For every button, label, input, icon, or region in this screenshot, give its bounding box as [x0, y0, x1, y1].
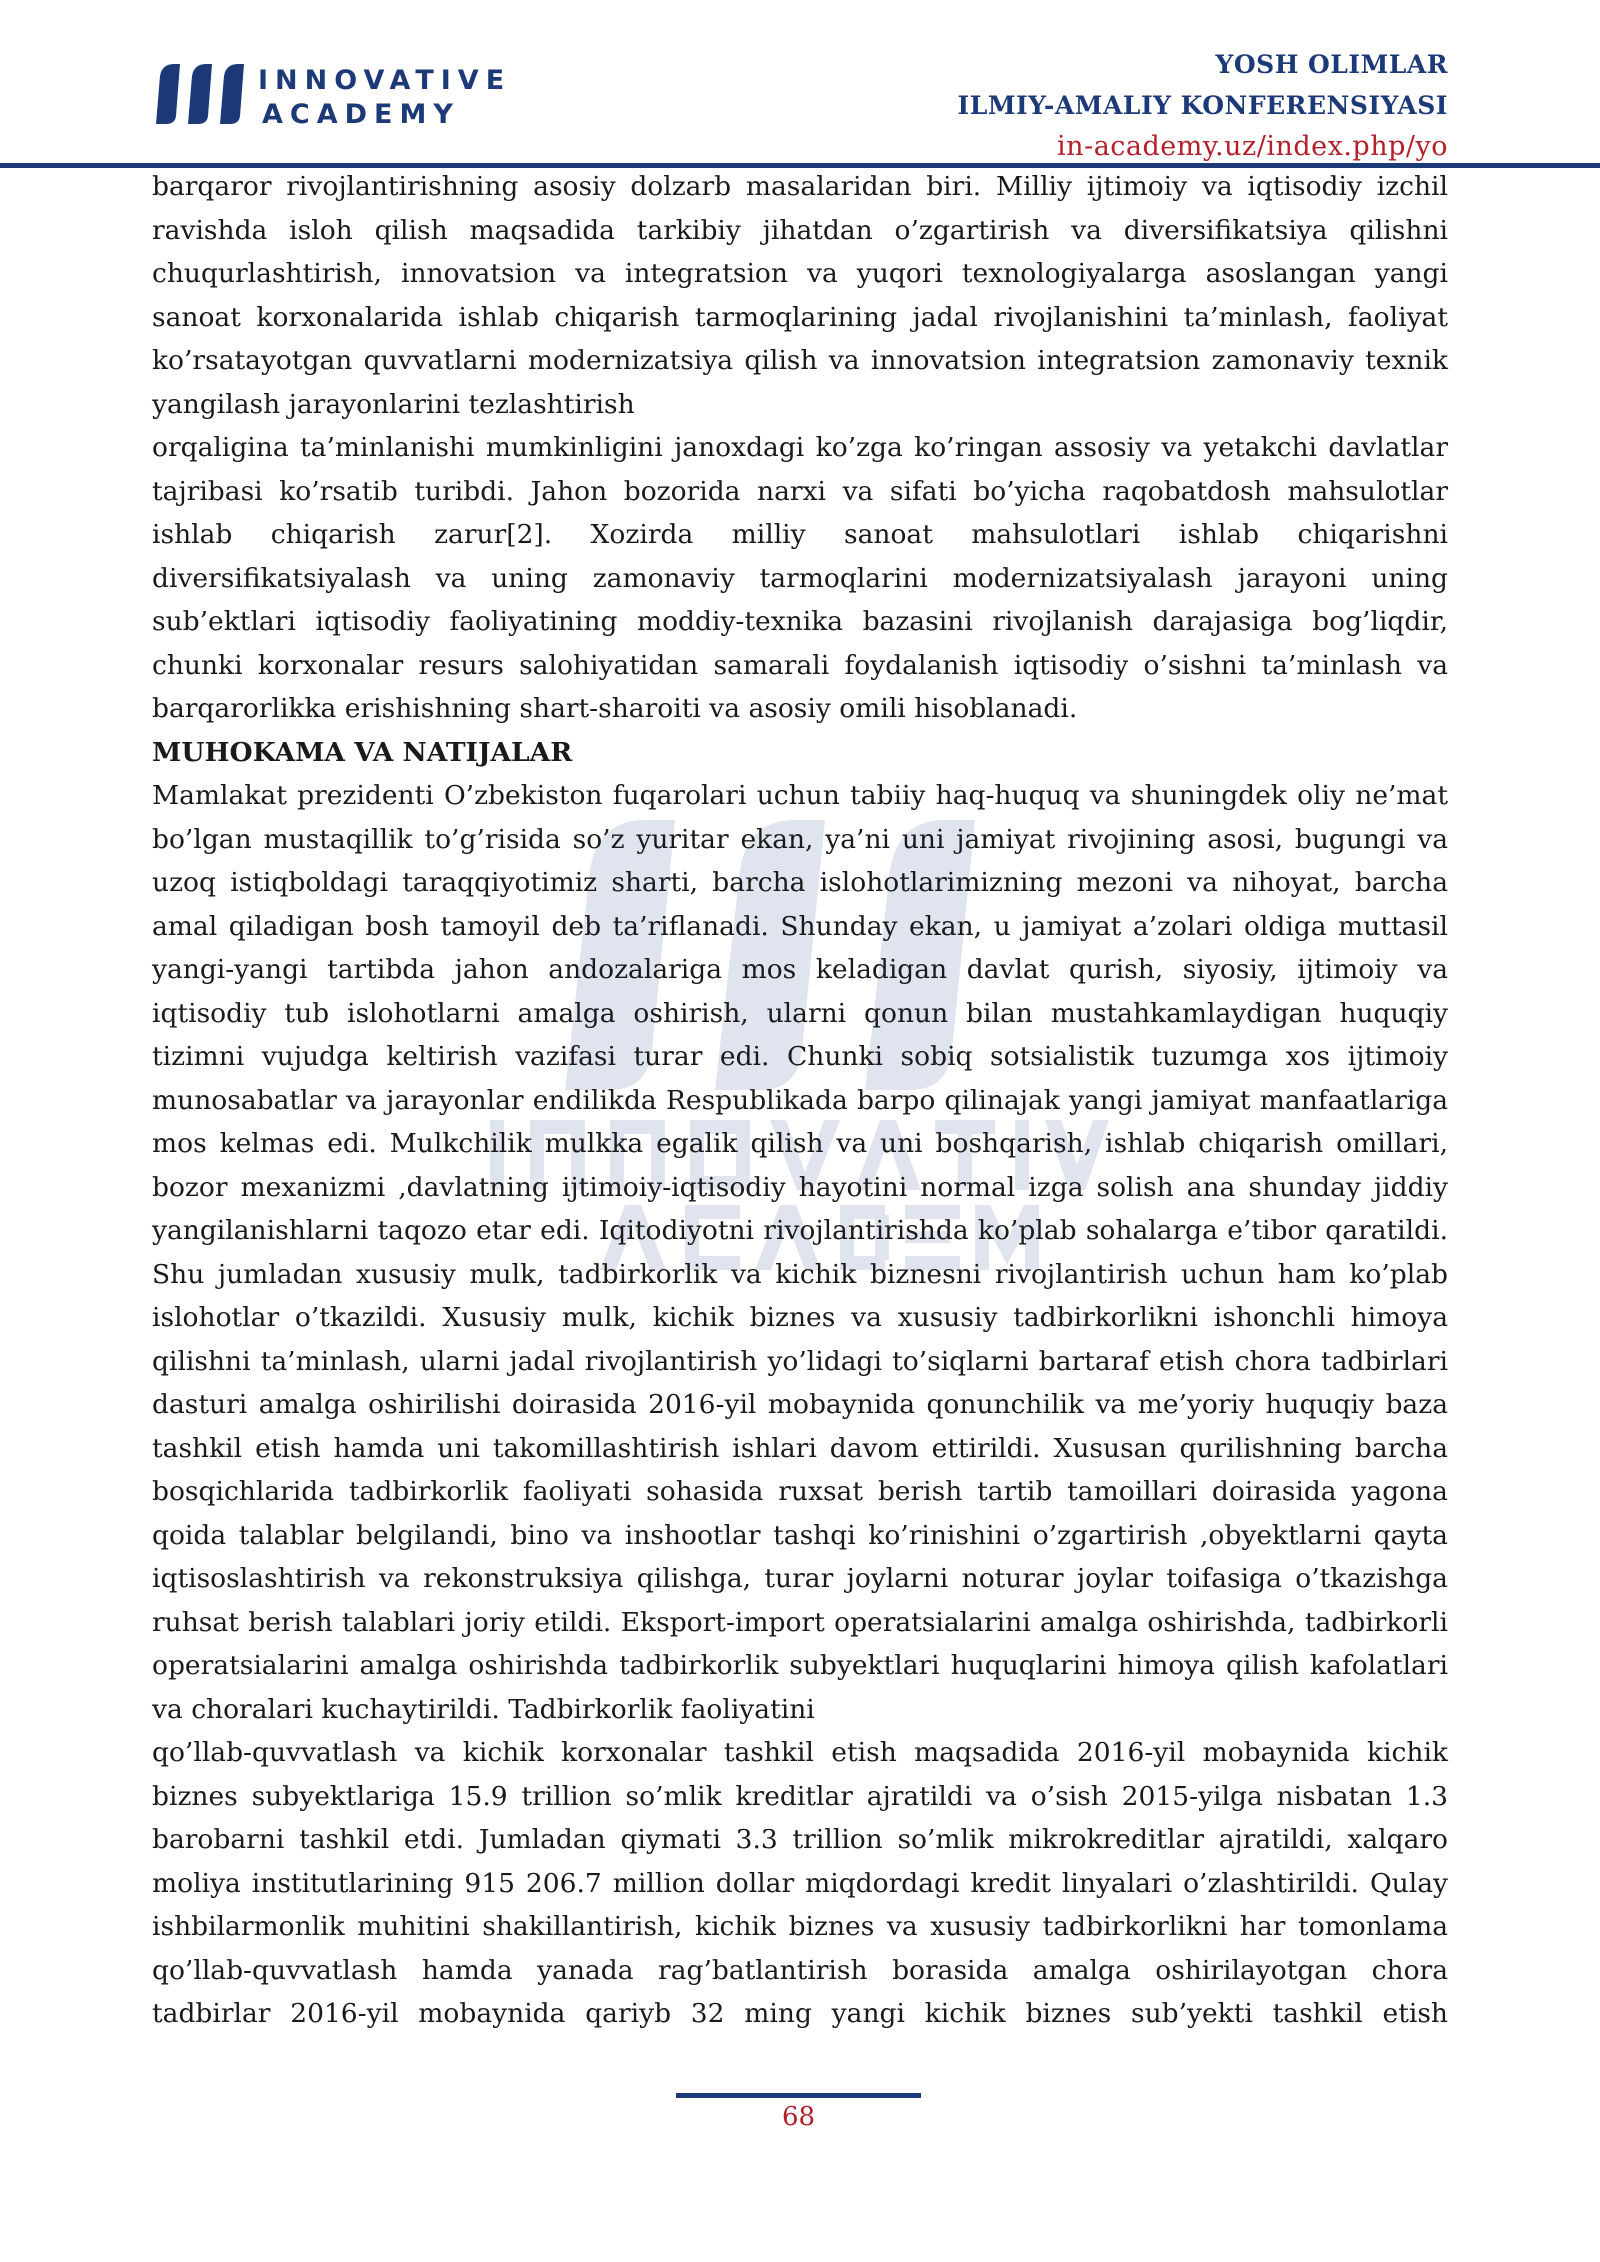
section-heading: MUHOKAMA VA NATIJALAR [152, 736, 573, 768]
conference-line-1: YOSH OLIMLAR [1215, 50, 1448, 79]
article-body [152, 165, 1448, 2036]
paragraph-2: orqaligina ta’minlanishi mumkinligini janoxdagi ko’zga ko’ringan assosiy va yetakchi davlatlar tajribasi ko’rsatib turibdi. Jahon bozorida narxi va sifati bo’yicha raqobatdosh mahsulotlar ishlab chiqarish zarur[2]. Xozirda milliy sanoat mahsulotlari ishlab chiqarishni diversifikatsiyalash va uning zamonaviy tarmoqlarini modernizatsiyalash jarayoni uning sub’ektlari iqtisodiy faoliyatining moddiy-texnika bazasini rivojlanish darajasiga bog’liqdir, chunki korxonalar resurs salohiyatidan samarali foydalanish iqtisodiy o’sishni ta’minlash va barqarorlikka erishishning shart-sharoiti va asosiy omili hisoblanadi. [152, 432, 1448, 724]
footer-divider [676, 2093, 921, 2098]
page-header [0, 0, 1600, 175]
paragraph-4: qo’llab-quvvatlash va kichik korxonalar tashkil etish maqsadida 2016-yil mobaynida kichik biznes subyektlariga 15.9 trillion so’mlik kreditlar ajratildi va o’sish 2015-yilga nisbatan 1.3 barobarni tashkil etdi. Jumladan qiymati 3.3 trillion so’mlik mikrokreditlar ajratildi, xalqaro moliya institutlarining 915 206.7 million dollar miqdordagi kredit linyalari o’zlashtirildi. Qulay ishbilarmonlik muhitini shakillantirish, kichik biznes va xususiy tadbirkorlikni har tomonlama qo’llab-quvvatlash hamda yanada rag’batlantirish borasida amalga oshirilayotgan chora tadbirlar 2016-yil mobaynida qariyb 32 ming yangi kichik biznes sub’yekti tashkil etish [152, 1737, 1448, 2029]
conference-line-2: ILMIY-AMALIY KONFERENSIYASI [957, 91, 1448, 120]
paragraph-3: Mamlakat prezidenti O’zbekiston fuqarolari uchun tabiiy haq-huquq va shuningdek oliy ne’mat bo’lgan mustaqillik to’g’risida so’z yuritar ekan, ya’ni uni jamiyat rivojining asosi, bugungi va uzoq istiqboldagi taraqqiyotimiz sharti, barcha islohotlarimizning mezoni va nihoyat, barcha amal qiladigan bosh tamoyil deb ta’riflanadi. Shunday ekan, u jamiyat a’zolari oldiga muttasil yangi-yangi tartibda jahon andozalariga mos keladigan davlat qurish, siyosiy, ijtimoiy va iqtisodiy tub islohotlarni amalga oshirish, ularni qonun bilan mustahkamlaydigan huquqiy tizimni vujudga keltirish vazifasi turar edi. Chunki sobiq sotsialistik tuzumga xos ijtimoiy munosabatlar va jarayonlar endilikda Respublikada barpo qilinajak yangi jamiyat manfaatlariga mos kelmas edi. Mulkchilik mulkka egalik qilish va uni boshqarish, ishlab chiqarish omillari, bozor mexanizmi ,davlatning ijtimoiy-iqtisodiy hayotini normal izga solish ana shunday jiddiy yangilanishlarni taqozo etar edi. Iqitodiyotni rivojlantirishda ko’plab sohalarga e’tibor qaratildi. Shu jumladan xususiy mulk, tadbirkorlik va kichik biznesni rivojlantirish uchun ham ko’plab islohotlar o’tkazildi. Xususiy mulk, kichik biznes va xususiy tadbirkorlikni ishonchli himoya qilishni ta’minlash, ularni jadal rivojlantirish yo’lidagi to’siqlarni bartaraf etish chora tadbirlari dasturi amalga oshirilishi doirasida 2016-yil mobaynida qonunchilik va me’yoriy huquqiy baza tashkil etish hamda uni takomillashtirish ishlari davom ettirildi. Xususan qurilishning barcha bosqichlarida tadbirkorlik faoliyati sohasida ruxsat berish tartib tamoillari doirasida yagona qoida talablar belgilandi, bino va inshootlar tashqi ko’rinishini o’zgartirish ,obyektlarni qayta iqtisoslashtirish va rekonstruksiya qilishga, turar joylarni noturar joylar toifasiga o’tkazishga ruhsat berish talablari joriy etildi. Eksport-import operatsialarini amalga oshirishda, tadbirkorli operatsialarini amalga oshirishda tadbirkorlik subyektlari huquqlarini himoya qilish kafolatlari va choralari kuchaytirildi. Tadbirkorlik faoliyatini [152, 780, 1448, 1725]
paragraph-1: barqaror rivojlantirishning asosiy dolzarb masalaridan biri. Milliy ijtimoiy va iqtisodiy izchil ravishda isloh qilish maqsadida tarkibiy jihatdan o’zgartirish va diversifikatsiya qilishni chuqurlashtirish, innovatsion va integratsion va yuqori texnologiyalarga asoslangan yangi sanoat korxonalarida ishlab chiqarish tarmoqlarining jadal rivojlanishini ta’minlash, faoliyat ko’rsatayotgan quvvatlarni modernizatsiya qilish va innovatsion integratsion zamonaviy texnik yangilash jarayonlarini tezlashtirish [152, 171, 1448, 420]
conference-title [958, 44, 1448, 167]
innovative-academy-logo [150, 58, 512, 130]
logo-line-1: INNOVATIVE [258, 65, 512, 96]
logo-line-2: ACADEMY [262, 99, 460, 130]
page-number: 68 [781, 2102, 816, 2132]
logo-mark-icon [150, 58, 250, 130]
conference-url[interactable]: in-academy.uz/index.php/yo [1057, 131, 1448, 162]
